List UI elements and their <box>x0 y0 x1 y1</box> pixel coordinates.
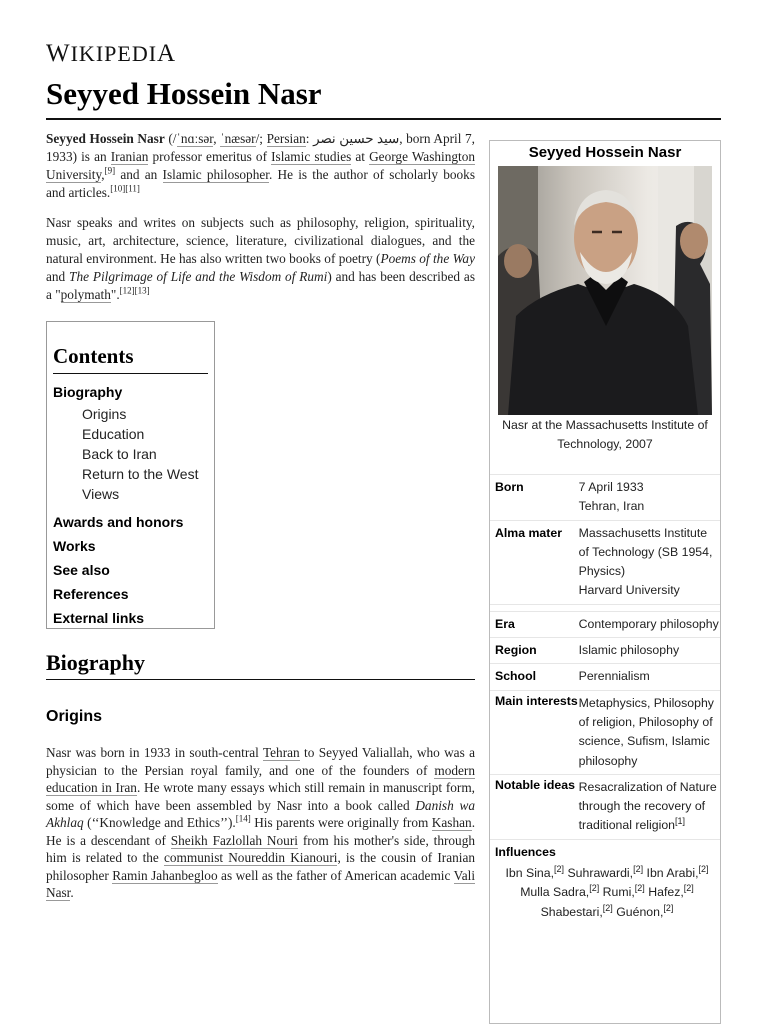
text: as well as the father of American academic <box>217 867 454 883</box>
influence-name[interactable]: Hafez, <box>648 885 684 900</box>
toc-item-back-to-iran[interactable]: Back to Iran <box>82 446 157 462</box>
ref-2[interactable]: [2] <box>602 902 613 913</box>
region-label: Region <box>495 643 537 658</box>
text: (/ <box>164 131 177 146</box>
region-value[interactable]: Islamic philosophy <box>578 643 680 658</box>
tehran-link[interactable]: Tehran <box>262 745 300 760</box>
toc-item-biography[interactable]: Biography <box>53 384 123 400</box>
page-title: Seyyed Hossein Nasr <box>46 76 721 120</box>
text: and an <box>115 167 163 182</box>
born-value <box>579 478 720 517</box>
nouri-link[interactable]: Sheikh Fazlollah Nouri <box>170 832 298 848</box>
toc-title: Contents <box>53 344 208 374</box>
era-label: Era <box>495 616 515 631</box>
modern-education-link[interactable]: modern education in Iran <box>46 762 475 795</box>
pronunciation-link-2[interactable]: ˈnæsər <box>220 131 256 146</box>
school-row <box>490 664 720 690</box>
ref-2[interactable]: [2] <box>633 863 644 874</box>
region-row <box>490 638 720 664</box>
toc-item-origins[interactable]: Origins <box>82 406 127 422</box>
born-row <box>490 475 720 521</box>
influence-name[interactable]: Mulla Sadra, <box>520 885 590 900</box>
influence-shabestari[interactable] <box>540 902 613 919</box>
book-title-1: Poems of the Way <box>380 251 475 266</box>
era-row <box>490 612 720 638</box>
main-interests-label: Main interests <box>495 693 578 708</box>
text: at <box>351 149 370 164</box>
notable-ideas-row <box>490 775 720 840</box>
text: /; <box>255 131 267 146</box>
notable-ideas-text: Resacralization of Nature through the recovery of traditional religion <box>578 779 717 833</box>
era-value[interactable]: Contemporary philosophy <box>578 616 719 631</box>
influence-name[interactable]: Ibn Arabi, <box>646 865 699 880</box>
kashan-link[interactable]: Kashan <box>431 815 472 830</box>
islamic-philosopher-link[interactable]: Islamic philosopher <box>162 167 269 182</box>
intro-paragraph-1: Seyyed Hossein Nasr (/ˈnɑːsər, ˈnæsər/; Persian: سید حسین نصر‎, born April 7, 1933) is an Iranian professor emeritus of Islamic studies at George Washington University,[9] and an Islamic philosopher. He is the author of scholarly books and articles.[10][11] <box>46 131 476 200</box>
wordmark-a: A <box>157 40 177 67</box>
ref-2[interactable]: [2] <box>554 863 565 874</box>
influence-ibn-sina[interactable] <box>505 863 565 880</box>
ref-13[interactable]: [13] <box>134 285 150 296</box>
text: ) and has been described as a " <box>46 269 475 302</box>
influence-name[interactable]: Guénon, <box>616 904 664 919</box>
toc-item-awards[interactable]: Awards and honors <box>53 514 184 530</box>
ref-2[interactable]: [2] <box>634 883 645 894</box>
vali-nasr-link[interactable]: Vali Nasr <box>46 867 476 900</box>
ramin-link[interactable]: Ramin Jahanbegloo <box>112 867 218 883</box>
ref-14[interactable]: [14] <box>235 813 251 824</box>
subject-name: Seyyed Hossein Nasr <box>46 131 165 146</box>
book-title-2: The Pilgrimage of Life and the Wisdom of Rumi <box>69 269 328 284</box>
influence-ibn-arabi[interactable] <box>646 863 709 880</box>
text: , <box>213 131 221 146</box>
alma-mater-mit[interactable]: Massachusetts Institute of Technology (SB 1954, Physics) <box>578 525 713 579</box>
school-label: School <box>495 669 536 684</box>
toc-item-external-links[interactable]: External links <box>53 610 145 626</box>
alma-mater-row <box>490 521 720 605</box>
intro-section <box>46 130 475 316</box>
polymath-link[interactable]: polymath <box>60 287 111 302</box>
ref-1[interactable]: [1] <box>675 816 686 827</box>
notable-ideas-value <box>579 778 720 836</box>
text: : سید حسین نصر‎, born April 7, 1933) is an <box>46 131 475 164</box>
toc-item-works[interactable]: Works <box>53 538 96 554</box>
ref-11[interactable]: [11] <box>125 183 140 194</box>
islamic-studies-link[interactable]: Islamic studies <box>271 149 352 164</box>
portrait-photo[interactable] <box>498 166 712 415</box>
text: ". <box>110 287 120 302</box>
alma-mater-value <box>579 524 720 601</box>
influences-label: Influences <box>495 844 556 859</box>
biography-heading: Biography <box>46 650 475 680</box>
influence-name[interactable]: Shabestari, <box>540 904 603 919</box>
text: Nasr was born in 1933 in south-central <box>46 745 263 760</box>
text: His parents were originally from <box>250 815 432 830</box>
main-interests-value: Metaphysics, Philosophy of religion, Philosophy of science, Sufism, Islamic philosophy <box>578 695 714 768</box>
ref-2[interactable]: [2] <box>698 863 709 874</box>
text: . He is a descendant of <box>46 815 476 848</box>
text: Nasr speaks and writes on subjects such as philosophy, religion, spirituality, music, art, architecture, science, literature, civilizational dialogues, and the natural environment. He has also written two books of poetry ( <box>46 215 475 266</box>
influence-name[interactable]: Rumi, <box>602 885 635 900</box>
gwu-link[interactable]: George Washington University <box>46 149 476 182</box>
photo-caption: Nasr at the Massachusetts Institute of Technology, 2007 <box>490 415 720 475</box>
wordmark-middle: IKIPEDI <box>70 41 158 66</box>
influence-guenon[interactable] <box>616 902 674 919</box>
toc-item-views[interactable]: Views <box>82 486 120 502</box>
notable-ideas-label: Notable ideas <box>495 777 575 792</box>
ref-2[interactable]: [2] <box>683 883 694 894</box>
school-value[interactable]: Perennialism <box>578 669 650 684</box>
influence-suhrawardi[interactable] <box>567 863 644 880</box>
toc-item-references[interactable]: References <box>53 586 129 602</box>
text: . He is the author of scholarly books and articles. <box>46 167 475 200</box>
influence-name[interactable]: Ibn Sina, <box>505 865 555 880</box>
main-interests-row <box>490 691 720 775</box>
ref-9[interactable]: [9] <box>104 165 116 176</box>
infobox <box>489 140 721 1024</box>
origins-paragraph <box>46 744 475 902</box>
text: . <box>70 885 74 900</box>
influences-section <box>490 840 720 926</box>
influences-list <box>495 862 715 923</box>
ref-10[interactable]: [10] <box>110 183 126 194</box>
intro-paragraph-2 <box>46 214 475 304</box>
toc-item-see-also[interactable]: See also <box>53 562 110 578</box>
origins-heading: Origins <box>46 708 103 725</box>
birth-date: 7 April 1933 <box>578 480 644 494</box>
wordmark-w: W <box>46 40 71 67</box>
text: to Seyyed Valiallah, who was a physician to the Persian royal family, and one of the founders of <box>46 745 475 778</box>
ref-12[interactable]: [12] <box>119 285 135 296</box>
text: , is the cousin of Iranian philosopher <box>46 850 475 883</box>
influence-rumi[interactable] <box>603 885 645 899</box>
text: (‘‘Knowledge and Ethics’’). <box>83 815 236 830</box>
ref-2[interactable]: [2] <box>663 902 674 913</box>
toc-item-education[interactable]: Education <box>82 426 145 442</box>
kianouri-link[interactable]: communist Noureddin Kianouri <box>163 850 338 865</box>
table-of-contents <box>46 321 215 629</box>
influence-hafez[interactable] <box>648 885 694 899</box>
toc-item-return-to-west[interactable]: Return to the West <box>82 466 199 482</box>
text: and <box>46 269 70 284</box>
infobox-title: Seyyed Hossein Nasr <box>528 144 682 161</box>
pronunciation-link-1[interactable]: ˈnɑːsər <box>176 131 214 146</box>
text: professor emeritus of <box>148 149 272 164</box>
birth-place: Tehran, Iran <box>578 499 645 514</box>
alma-mater-harvard[interactable]: Harvard University <box>578 583 680 598</box>
ref-2[interactable]: [2] <box>589 883 600 894</box>
book-title-danish: Danish wa Akhlaq <box>46 797 475 830</box>
iranian-link[interactable]: Iranian <box>110 149 149 164</box>
wikipedia-wordmark[interactable] <box>46 40 176 68</box>
born-label: Born <box>495 480 524 494</box>
text: from his mother's side, through him is related to the <box>46 832 476 865</box>
text: . He wrote many essays which still remain in manuscript form, some of which have been assembled by Nasr into a book called <box>46 780 475 813</box>
influence-name[interactable]: Suhrawardi, <box>567 865 634 880</box>
alma-mater-label: Alma mater <box>495 525 562 540</box>
influence-mulla-sadra[interactable] <box>520 885 599 899</box>
persian-link[interactable]: Persian <box>266 131 306 146</box>
